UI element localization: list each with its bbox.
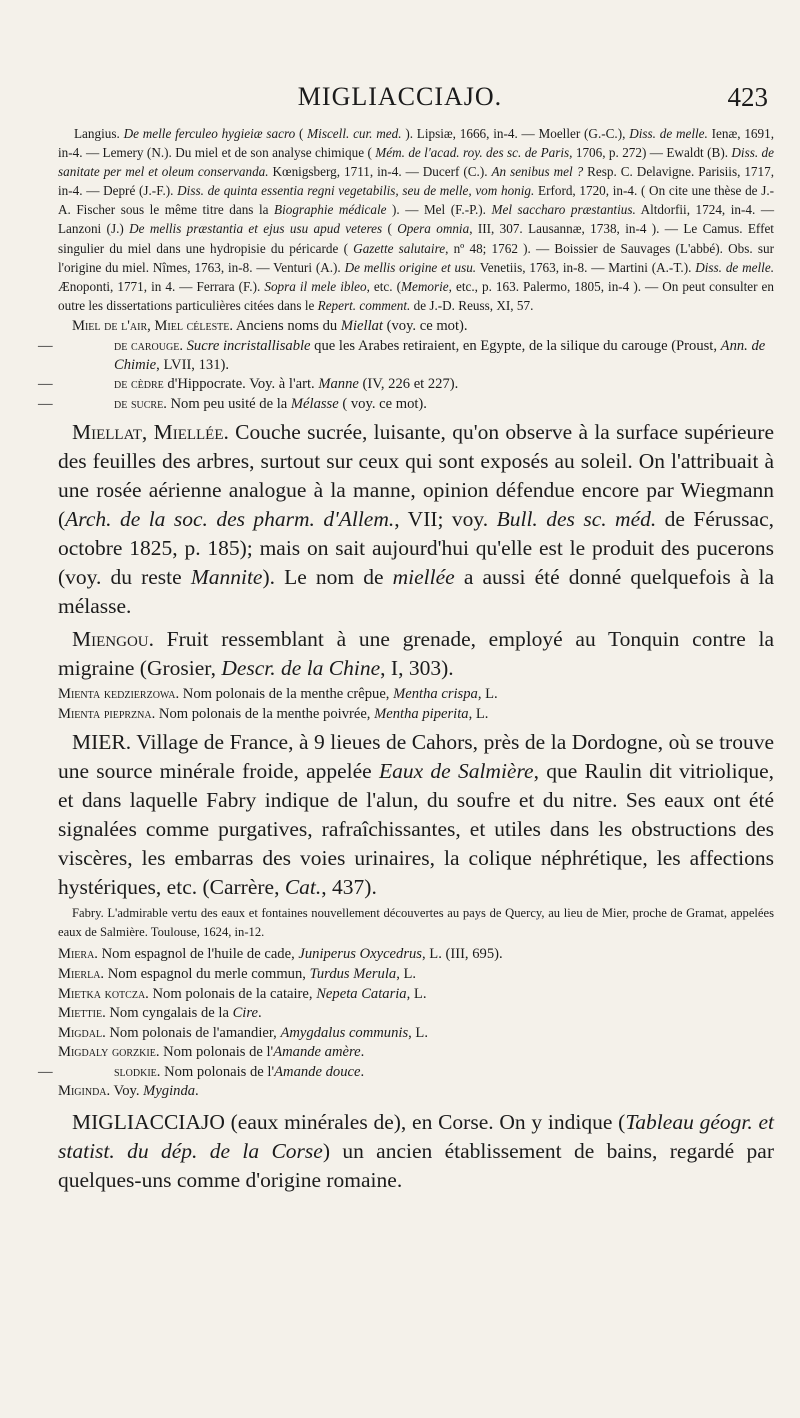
entry-headword: Miel de l'air, Miel céleste. — [72, 317, 233, 334]
page-header — [0, 82, 800, 118]
entry-headword: Migdaly gorzkie. — [58, 1044, 160, 1061]
bibliography-paragraph: Langius. De melle ferculeo hygieiæ sacro ( Miscell. cur. med. ). Lipsiæ, 1666, in-4. — Moeller (G.-C.), Diss. de melle. Ienæ, 1691, in-4. — Lemery (N.). Du miel et de son analyse chimique ( Mém. de l'acad. roy. des sc. de Paris, 1706, p. 272) — Ewaldt (B). Diss. de sanitate per mel et oleum conservanda. Kœnigsberg, 1711, in-4. — Ducerf (C.). An senibus mel ? Resp. C. Delavigne. Parisiis, 1717, in-4. — Depré (J.-F.). Diss. de quinta essentia regni vegetabilis, seu de melle, vom honig. Erford, 1720, in-4. ( On cite une thèse de J.-A. Fischer sous le même titre dans la Biographie médicale ). — Mel (F.-P.). Mel saccharo præstantius. Altdorfii, 1724, in-4. — Lanzoni (J.) De mellis præstantia et ejus usu apud veteres ( Opera omnia, III, 307. Lausannæ, 1738, in-4 ). — Le Camus. Effet singulier du miel dans une hydropisie du péricarde ( Gazette salutaire, nº 48; 1762 ). — Boissier de Sauvages (L'abbé). Obs. sur l'origine du miel. Nîmes, 1763, in-8. — Venturi (A.). De mellis origine et usu. Venetiis, 1763, in-8. — Martini (A.-T.). Diss. de melle. Ænoponti, 1771, in 4. — Ferrara (F.). Sopra il mele ibleo, etc. (Memorie, etc., p. 163. Palermo, 1805, in-4 ). — On peut consulter en outre les dissertations particulières citées dans le Repert. comment. de J.-D. Reuss, XI, 57. — [58, 126, 775, 313]
entry-headword: Mietka kotcza. — [58, 985, 149, 1002]
entry-miel-de-sucre: — de sucre. Nom peu usité de la Mélasse ( voy. ce mot). — [38, 395, 427, 412]
entry-migdaly-slodkie: — slodkie. Nom polonais de l'Amande douce. — [38, 1063, 365, 1080]
entry-headword: Miera. — [58, 946, 98, 963]
entry-miettie: Miettie. Nom cyngalais de la Cire. — [58, 1005, 262, 1022]
entry-miengou: Miengou. Fruit ressemblant à une grenade, employé au Tonquin contre la migraine (Grosier, Descr. de la Chine, I, 303). — [58, 627, 774, 681]
entry-headword: MIER. — [72, 730, 132, 755]
entry-headword: de cèdre — [114, 376, 164, 393]
entry-miel-de-cedre: — de cèdre d'Hippocrate. Voy. à l'art. Manne (IV, 226 et 227). — [38, 376, 459, 393]
entry-headword: Miengou. — [72, 627, 154, 652]
entry-migliacciajo: MIGLIACCIAJO (eaux minérales de), en Corse. On y indique (Tableau géogr. et statist. du dép. de la Corse) un ancien établissement de bains, regardé par quelques-uns comme d'origine romaine. — [58, 1109, 775, 1192]
entry-mienta-pieprzna: Mienta pieprzna. Nom polonais de la menthe poivrée, Mentha piperita, L. — [58, 705, 489, 722]
entry-headword: Mierla. — [58, 965, 105, 982]
page-number: 423 — [727, 82, 768, 112]
page-body — [38, 124, 775, 1197]
entry-headword: de carouge. — [114, 337, 183, 354]
entry-headword: de sucre. — [114, 395, 167, 412]
entry-mierla: Mierla. Nom espagnol du merle commun, Turdus Merula, L. — [58, 965, 417, 982]
entry-headword: Miettie. — [58, 1005, 106, 1022]
entry-headword: Migdal. — [58, 1024, 106, 1041]
entry-headword: Mienta pieprzna. — [58, 705, 156, 722]
entry-mietka-kotcza: Mietka kotcza. Nom polonais de la cataire, Nepeta Cataria, L. — [58, 985, 427, 1002]
entry-migdaly-gorzkie: Migdaly gorzkie. Nom polonais de l'Amande amère. — [58, 1044, 365, 1061]
entry-miel-de-l-air: Miel de l'air, Miel céleste. Anciens noms du Miellat (voy. ce mot). — [72, 317, 468, 334]
entry-headword: slodkie. — [114, 1063, 161, 1080]
entry-mier: MIER. Village de France, à 9 lieues de Cahors, près de la Dordogne, où se trouve une source minérale froide, appelée Eaux de Salmière, que Raulin dit vitriolique, et dans laquelle Fabry indique de l'alun, du soufre et du nitre. Ses eaux ont été signalées comme purgatives, rafraîchissantes, et utiles dans les obstructions des viscères, les embarras des voies urinaires, la colique néphrétique, les affections hystériques, etc. (Carrère, Cat., 437). — [58, 730, 774, 900]
entry-headword: Miginda. — [58, 1083, 111, 1100]
entry-mienta-kedzierzowa: Mienta kedzierzowa. Nom polonais de la menthe crêpue, Mentha crispa, L. — [58, 686, 498, 703]
entry-headword: Miellat, Miellée. — [72, 420, 229, 445]
entry-miellat: Miellat, Miellée. Couche sucrée, luisante, qu'on observe à la surface supérieure des feuilles des arbres, surtout sur ceux qui sont exposés au soleil. On l'attribuait à une rosée aérienne analogue à la manne, opinion défendue encore par Wiegmann (Arch. de la soc. des pharm. d'Allem., VII; voy. Bull. des sc. méd. de Férussac, octobre 1825, p. 185); mais on sait aujourd'hui qu'elle est le produit des pucerons (voy. du reste Mannite). Le nom de miellée a aussi été donné quelquefois à la mélasse. — [58, 420, 774, 619]
entry-miel-de-carouge: — de carouge. Sucre incristallisable que les Arabes retiraient, en Egypte, de la silique du carouge (Proust, Ann. de Chimie, LVII, 131). — [38, 337, 766, 373]
entry-migdal: Migdal. Nom polonais de l'amandier, Amygdalus communis, L. — [58, 1024, 428, 1041]
entry-headword: MIGLIACCIAJO — [72, 1109, 225, 1134]
running-head: MIGLIACCIAJO. — [297, 82, 503, 111]
entry-miera: Miera. Nom espagnol de l'huile de cade, Juniperus Oxycedrus, L. (III, 695). — [58, 946, 503, 963]
entry-mier-reference: Fabry. L'admirable vertu des eaux et fontaines nouvellement découvertes au pays de Quercy, au lieu de Mier, proche de Gramat, appelées eaux de Salmière. Toulouse, 1624, in-12. — [58, 906, 774, 939]
entry-headword: Mienta kedzierzowa. — [58, 686, 180, 703]
entry-miginda: Miginda. Voy. Myginda. — [58, 1083, 199, 1100]
